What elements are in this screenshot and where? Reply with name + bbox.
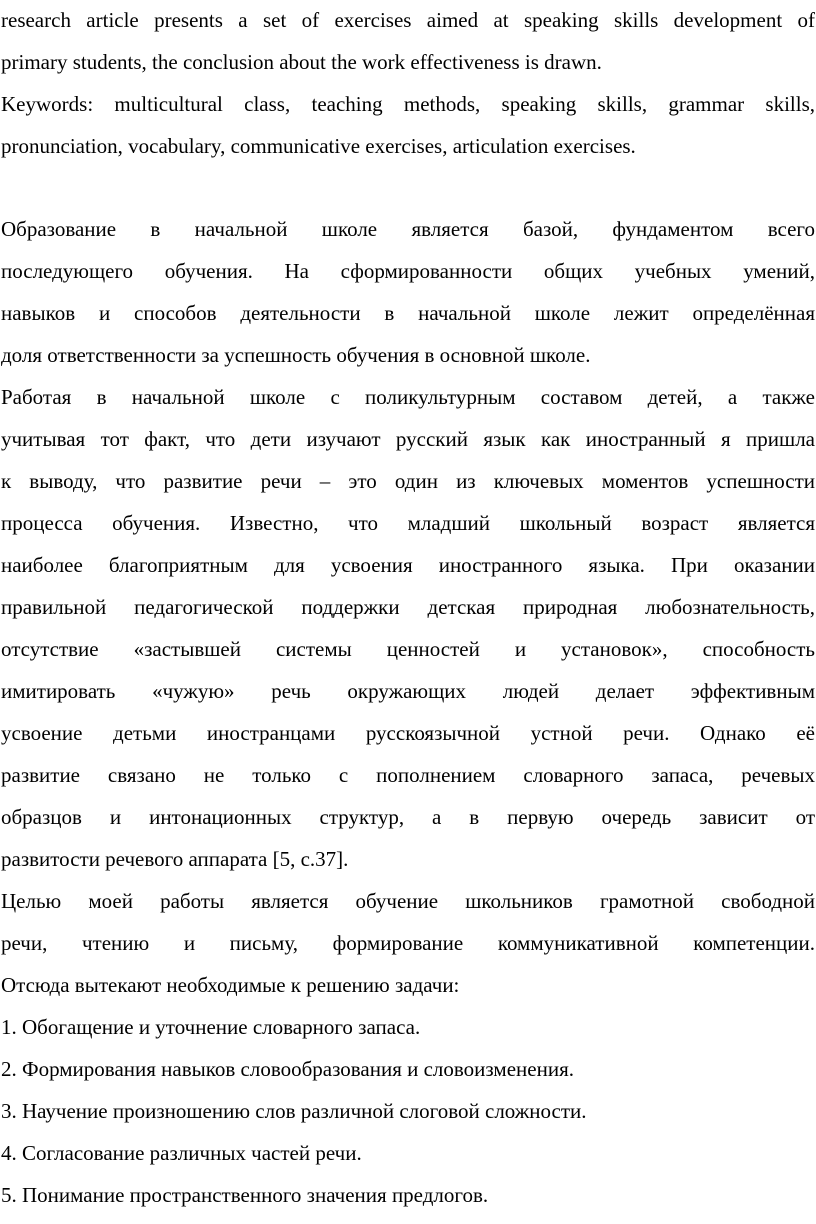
paragraph-line: развитие связано не только с пополнением словарного запаса, речевых — [1, 763, 815, 787]
paragraph-line: к выводу, что развитие речи – это один из ключевых моментов успешности — [1, 469, 815, 493]
list-item: 5. Понимание пространственного значения предлогов. — [1, 1183, 489, 1207]
paragraph-line: Целью моей работы является обучение школьников грамотной свободной — [1, 889, 815, 913]
paragraph-line: Работая в начальной школе с поликультурным составом детей, а также — [1, 385, 815, 409]
paragraph-line: процесса обучения. Известно, что младший школьный возраст является — [1, 511, 815, 535]
paragraph-line: правильной педагогической поддержки детская природная любознательность, — [1, 595, 815, 619]
list-item: 3. Научение произношению слов различной слоговой сложности. — [1, 1099, 587, 1123]
list-item: 1. Обогащение и уточнение словарного запаса. — [1, 1015, 421, 1039]
paragraph-line: Отсюда вытекают необходимые к решению задачи: — [1, 973, 460, 997]
paragraph-line: развитости речевого аппарата [5, с.37]. — [1, 847, 349, 871]
paragraph-line: наиболее благоприятным для усвоения иностранного языка. При оказании — [1, 553, 815, 577]
paragraph-line: навыков и способов деятельности в начальной школе лежит определённая — [1, 301, 815, 325]
paragraph-line: Образование в начальной школе является базой, фундаментом всего — [1, 217, 815, 241]
paragraph-line: отсутствие «застывшей системы ценностей и установок», способность — [1, 637, 815, 661]
keywords-line: Keywords: multicultural class, teaching methods, speaking skills, grammar skills, — [1, 92, 815, 116]
paragraph-line: доля ответственности за успешность обучения в основной школе. — [1, 343, 591, 367]
paragraph-line: последующего обучения. На сформированности общих учебных умений, — [1, 259, 815, 283]
abstract-line: primary students, the conclusion about the work effectiveness is drawn. — [1, 50, 602, 74]
paragraph-line: образцов и интонационных структур, а в первую очередь зависит от — [1, 805, 815, 829]
paragraph-line: речи, чтению и письму, формирование коммуникативной компетенции. — [1, 931, 815, 955]
paragraph-line: учитывая тот факт, что дети изучают русский язык как иностранный я пришла — [1, 427, 815, 451]
abstract-line: research article presents a set of exercises aimed at speaking skills development of — [1, 8, 815, 32]
paragraph-line: усвоение детьми иностранцами русскоязычной устной речи. Однако её — [1, 721, 815, 745]
keywords-line: pronunciation, vocabulary, communicative exercises, articulation exercises. — [1, 134, 636, 158]
list-item: 2. Формирования навыков словообразования и словоизменения. — [1, 1057, 574, 1081]
list-item: 4. Согласование различных частей речи. — [1, 1141, 362, 1165]
paragraph-line: имитировать «чужую» речь окружающих людей делает эффективным — [1, 679, 815, 703]
